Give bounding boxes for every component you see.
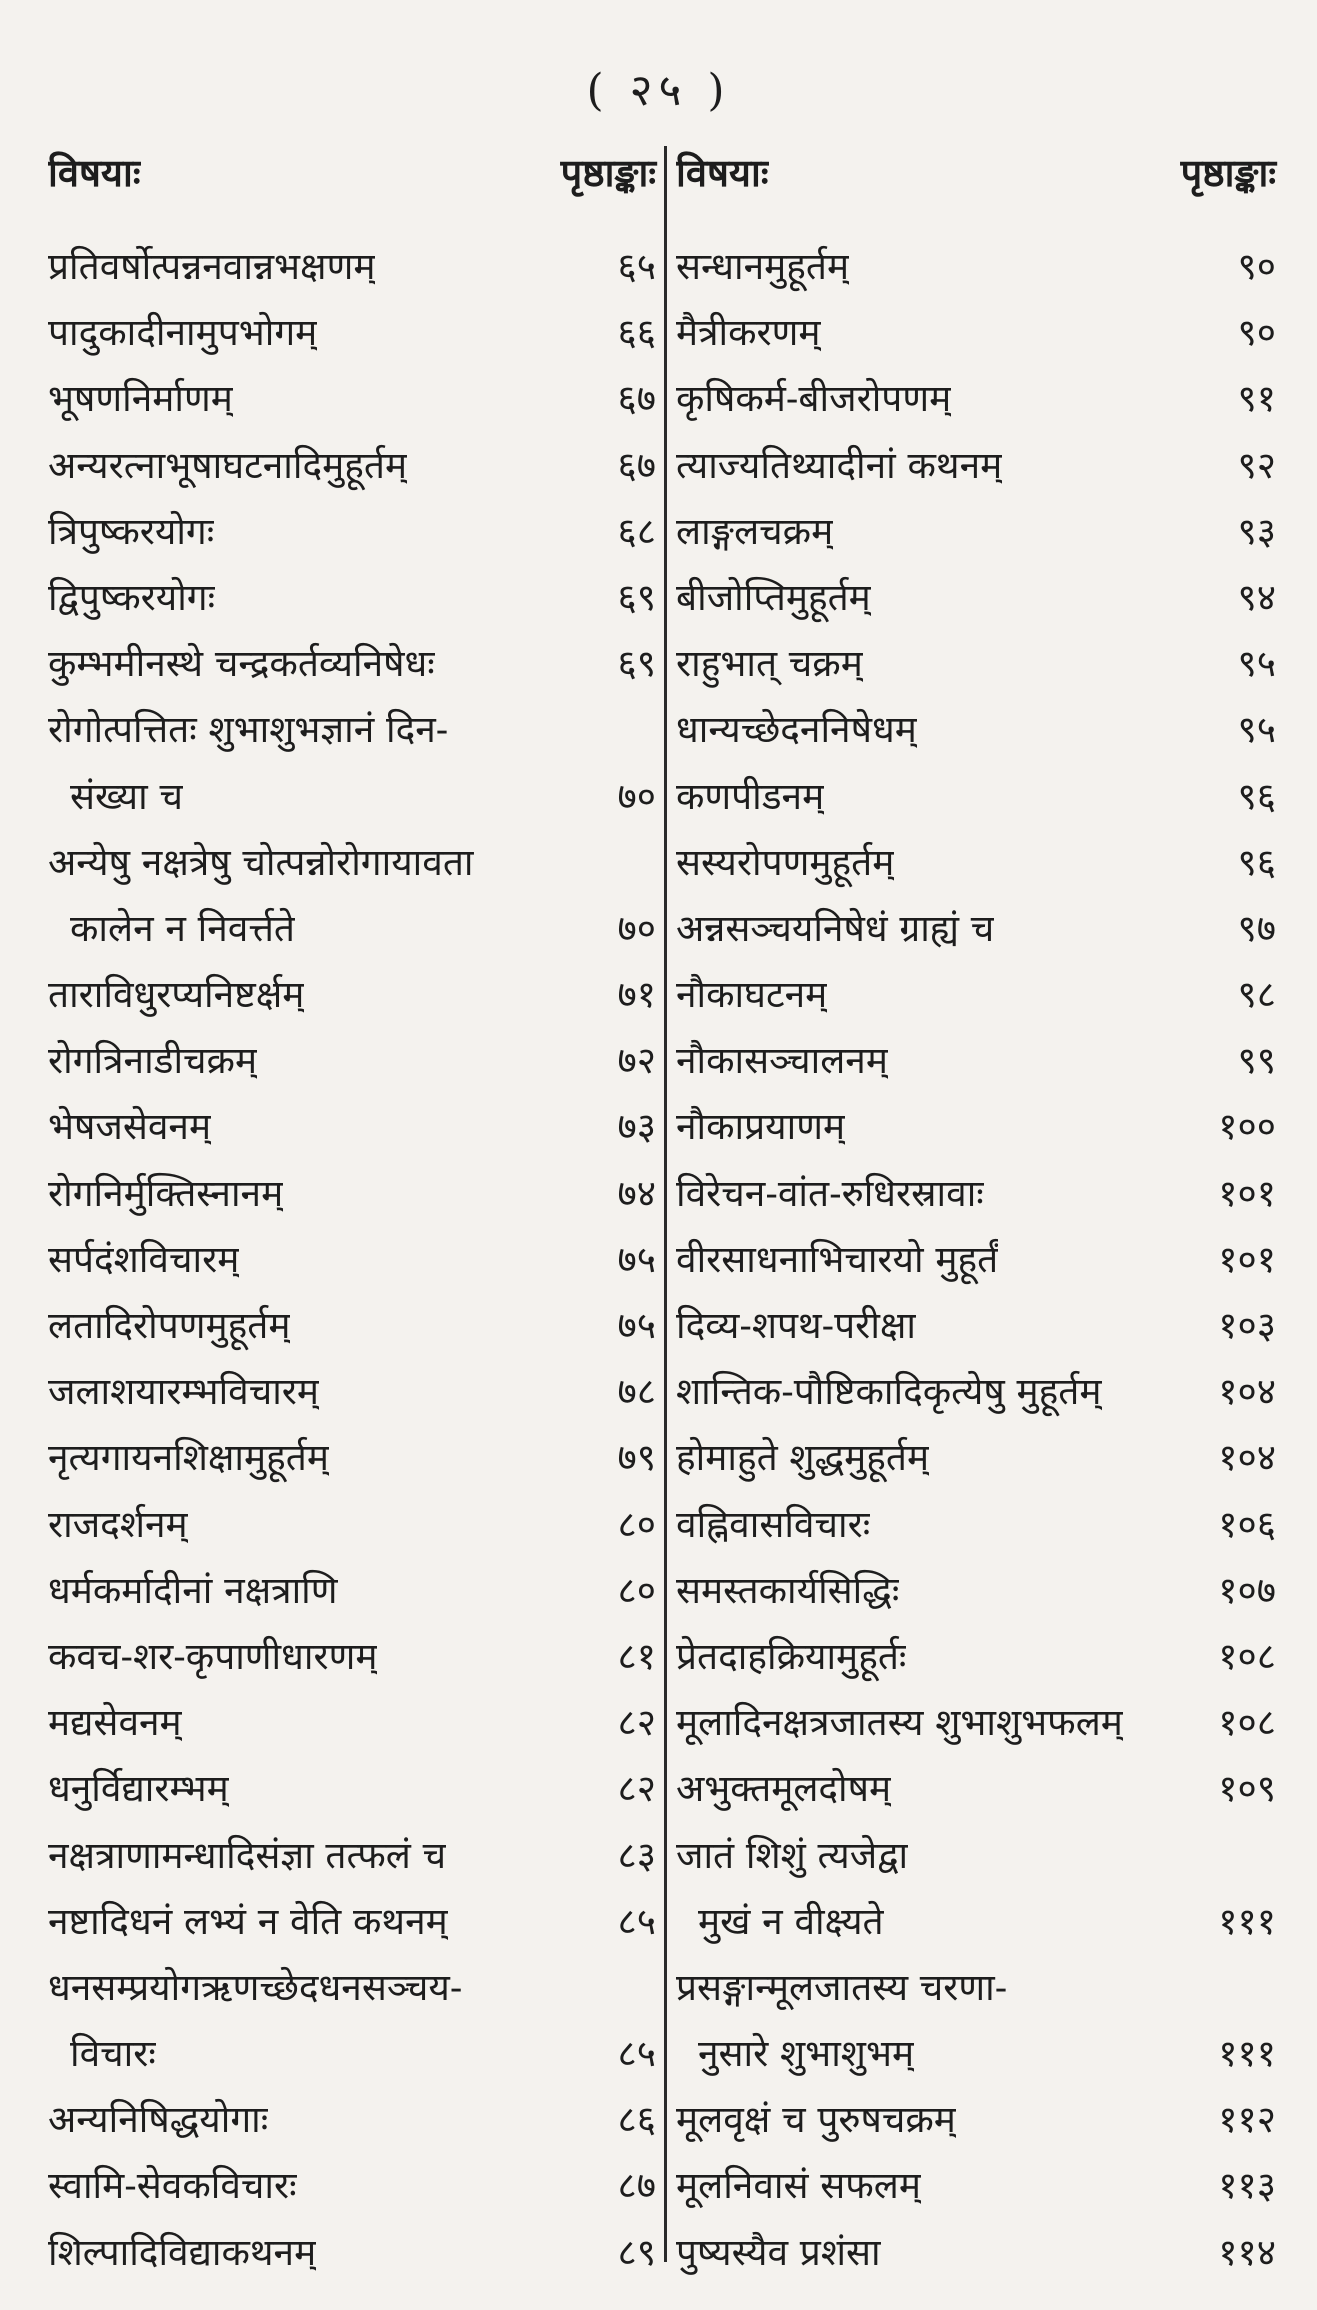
toc-entry-page: ६८ xyxy=(617,509,656,553)
toc-entry-page: १०८ xyxy=(1218,1634,1276,1678)
toc-entry xyxy=(676,1558,1276,1624)
toc-entry-page: १०९ xyxy=(1218,1767,1276,1811)
toc-entry xyxy=(676,1094,1276,1160)
toc-entry xyxy=(676,565,1276,631)
right-column-header xyxy=(676,140,1276,234)
toc-entry-subject: राजदर्शनम् xyxy=(48,1502,188,1546)
toc-entry-page: ८३ xyxy=(617,1833,656,1877)
toc-entry-subject: लतादिरोपणमुहूर्तम् xyxy=(48,1304,291,1347)
toc-entry-subject: अभुक्तमूलदोषम् xyxy=(676,1767,892,1811)
toc-entry xyxy=(48,1028,656,1094)
header-page-label: पृष्ठाङ्काः xyxy=(560,150,656,195)
toc-entry xyxy=(48,1293,656,1359)
toc-entry xyxy=(676,1690,1276,1756)
toc-entry-subject: धर्मकर्मादीनां नक्षत्राणि xyxy=(48,1568,338,1612)
toc-entry-page: १०१ xyxy=(1218,1237,1276,1281)
toc-entry xyxy=(676,764,1276,830)
toc-entry xyxy=(48,565,656,631)
left-entries xyxy=(48,234,656,2286)
header-page-label: पृष्ठाङ्काः xyxy=(1180,150,1276,195)
toc-entry-subject: नष्टादिधनं लभ्यं न वेति कथनम् xyxy=(48,1899,448,1943)
toc-entry-page: १०४ xyxy=(1218,1370,1276,1414)
toc-entry-page: १११ xyxy=(1218,2032,1276,2076)
toc-entry xyxy=(676,1889,1276,1955)
toc-entry xyxy=(676,1756,1276,1822)
toc-entry-page: ९३ xyxy=(1237,509,1276,553)
toc-entry-page: ६९ xyxy=(617,575,656,619)
toc-entry xyxy=(48,499,656,565)
toc-entry xyxy=(48,1161,656,1227)
toc-entry-subject: कणपीडनम् xyxy=(676,774,825,818)
toc-entry-subject: जलाशयारम्भविचारम् xyxy=(48,1370,320,1414)
toc-entry xyxy=(676,1425,1276,1491)
toc-entry-subject: शिल्पादिविद्याकथनम् xyxy=(48,2230,317,2274)
toc-entry-subject: स्वामि-सेवकविचारः xyxy=(48,2164,297,2208)
toc-entry-page: ७९ xyxy=(617,1436,656,1480)
toc-entry-subject: संख्या च xyxy=(70,774,183,818)
toc-entry xyxy=(676,631,1276,697)
toc-entry-page: १०७ xyxy=(1218,1568,1276,1612)
toc-entry-page: ८२ xyxy=(617,1701,656,1745)
toc-entry-subject: भूषणनिर्माणम् xyxy=(48,377,233,421)
toc-entry-page: ८९ xyxy=(617,2230,656,2274)
toc-entry-page: ६७ xyxy=(617,377,656,421)
toc-entry-subject: नौकाप्रयाणम् xyxy=(676,1105,846,1149)
toc-entry-page: ७१ xyxy=(617,973,656,1017)
toc-entry-subject: मुखं न वीक्ष्यते xyxy=(698,1899,884,1943)
toc-entry-subject: अन्यनिषिद्धयोगाः xyxy=(48,2098,269,2142)
toc-entry xyxy=(676,896,1276,962)
toc-entry-subject: मूलादिनक्षत्रजातस्य शुभाशुभफलम् xyxy=(676,1701,1123,1745)
header-subject-label: विषयाः xyxy=(676,150,769,195)
toc-entry-subject: रोगनिर्मुक्तिस्नानम् xyxy=(48,1171,284,1215)
toc-entry xyxy=(676,499,1276,565)
toc-entry-page: ११३ xyxy=(1218,2164,1276,2208)
toc-entry-subject: मद्यसेवनम् xyxy=(48,1701,182,1745)
toc-entry xyxy=(48,366,656,432)
header-subject-label: विषयाः xyxy=(48,150,141,195)
toc-entry-page: ७४ xyxy=(617,1171,656,1215)
toc-entry-page: ७५ xyxy=(617,1237,656,1281)
toc-entry-subject: विरेचन-वांत-रुधिरस्रावाः xyxy=(676,1171,984,1215)
toc-entry-page: ९८ xyxy=(1237,973,1276,1017)
toc-entry-subject: नृत्यगायनशिक्षामुहूर्तम् xyxy=(48,1436,329,1480)
toc-entry-page: १०१ xyxy=(1218,1171,1276,1215)
toc-entry-page: ९१ xyxy=(1237,377,1276,421)
toc-entry-subject: कुम्भमीनस्थे चन्द्रकर्तव्यनिषेधः xyxy=(48,642,435,686)
toc-entry-page: ७८ xyxy=(617,1370,656,1414)
toc-entry-page: ९५ xyxy=(1237,708,1276,752)
toc-entry xyxy=(48,962,656,1028)
toc-entry-subject: नौकाघटनम् xyxy=(676,973,828,1017)
toc-entry xyxy=(676,2153,1276,2219)
toc-entry xyxy=(48,830,656,896)
toc-entry xyxy=(48,896,656,962)
toc-entry-page: ६९ xyxy=(617,642,656,686)
toc-entry-subject: समस्तकार्यसिद्धिः xyxy=(676,1568,900,1612)
toc-entry-subject: राहुभात् चक्रम् xyxy=(676,642,863,686)
toc-entry-page: ११४ xyxy=(1218,2230,1276,2274)
toc-entry-page: ९६ xyxy=(1237,840,1276,884)
toc-entry-subject: होमाहुते शुद्धमुहूर्तम् xyxy=(676,1436,930,1480)
toc-entry-subject: कवच-शर-कृपाणीधारणम् xyxy=(48,1634,378,1678)
toc-entry-subject: वीरसाधनाभिचारयो मुहूर्तं xyxy=(676,1237,999,1281)
toc-entry xyxy=(676,1624,1276,1690)
toc-entry xyxy=(676,1293,1276,1359)
toc-entry xyxy=(676,830,1276,896)
toc-entry-page: ७२ xyxy=(617,1039,656,1083)
toc-entry xyxy=(676,433,1276,499)
toc-entry-page: १०४ xyxy=(1218,1436,1276,1480)
toc-entry-subject: प्रेतदाहक्रियामुहूर्तः xyxy=(676,1634,907,1678)
toc-entry-subject: प्रसङ्गान्मूलजातस्य चरणा- xyxy=(676,1965,1008,2009)
toc-entry-page: १०६ xyxy=(1218,1502,1276,1546)
toc-entry-page: ९५ xyxy=(1237,642,1276,686)
toc-entry-subject: द्विपुष्करयोगः xyxy=(48,575,216,619)
toc-entry-page: १०८ xyxy=(1218,1701,1276,1745)
toc-entry-subject: अन्येषु नक्षत्रेषु चोत्पन्नोरोगायावता xyxy=(48,840,474,884)
toc-entry-subject: भेषजसेवनम् xyxy=(48,1105,212,1149)
toc-entry-subject: पादुकादीनामुपभोगम् xyxy=(48,311,318,355)
toc-entry-subject: सन्धानमुहूर्तम् xyxy=(676,245,850,288)
toc-entry xyxy=(676,697,1276,763)
toc-entry-page: ९२ xyxy=(1237,443,1276,487)
toc-entry-subject: नौकासञ्चालनम् xyxy=(676,1039,888,1083)
toc-entry-page: ९७ xyxy=(1237,906,1276,950)
toc-entry xyxy=(48,1889,656,1955)
right-column xyxy=(676,140,1276,2286)
toc-entry xyxy=(48,2087,656,2153)
toc-entry xyxy=(48,764,656,830)
toc-entry-page: ९० xyxy=(1237,245,1276,288)
toc-entry-subject: नुसारे शुभाशुभम् xyxy=(698,2032,915,2076)
toc-entry-subject: बीजोप्तिमुहूर्तम् xyxy=(676,575,871,619)
toc-entry-subject: मूलवृक्षं च पुरुषचक्रम् xyxy=(676,2098,956,2142)
toc-entry-page: ८७ xyxy=(617,2164,656,2208)
toc-entry xyxy=(48,1094,656,1160)
toc-entry xyxy=(48,1955,656,2021)
toc-entry-subject: पुष्यस्यैव प्रशंसा xyxy=(676,2230,881,2274)
toc-entry xyxy=(676,1955,1276,2021)
toc-entry-subject: सस्यरोपणमुहूर्तम् xyxy=(676,840,895,884)
toc-entry xyxy=(48,2153,656,2219)
toc-entry xyxy=(48,1227,656,1293)
toc-entry-page: ७३ xyxy=(617,1105,656,1149)
column-divider xyxy=(664,146,667,2262)
toc-entry-subject: जातं शिशुं त्यजेद्वा xyxy=(676,1833,909,1877)
toc-entry xyxy=(48,1624,656,1690)
toc-entry xyxy=(48,2220,656,2286)
toc-entry xyxy=(48,1425,656,1491)
toc-entry-subject: रोगोत्पत्तितः शुभाशुभज्ञानं दिन- xyxy=(48,708,449,752)
toc-entry-page: ११२ xyxy=(1218,2098,1276,2142)
toc-entry xyxy=(676,366,1276,432)
toc-entry xyxy=(48,1756,656,1822)
toc-entry-subject: ताराविधुरप्यनिष्टर्क्षम् xyxy=(48,973,305,1017)
toc-entry-page: ८० xyxy=(617,1568,656,1612)
toc-entry xyxy=(676,234,1276,300)
toc-entry-subject: दिव्य-शपथ-परीक्षा xyxy=(676,1304,917,1347)
toc-entry-subject: धनसम्प्रयोगऋणच्छेदधनसञ्चय- xyxy=(48,1965,463,2009)
toc-entry xyxy=(676,1359,1276,1425)
toc-entry-page: १०३ xyxy=(1218,1304,1276,1347)
toc-entry-subject: धान्यच्छेदननिषेधम् xyxy=(676,708,917,752)
toc-entry xyxy=(48,1492,656,1558)
toc-entry-subject: त्रिपुष्करयोगः xyxy=(48,509,215,553)
right-entries xyxy=(676,234,1276,2286)
toc-entry xyxy=(676,1823,1276,1889)
toc-entry-page: ८६ xyxy=(617,2098,656,2142)
toc-entry xyxy=(48,697,656,763)
toc-entry-subject: शान्तिक-पौष्टिकादिकृत्येषु मुहूर्तम् xyxy=(676,1370,1102,1414)
toc-entry xyxy=(48,300,656,366)
toc-entry xyxy=(676,1028,1276,1094)
toc-entry-page: ८५ xyxy=(617,2032,656,2076)
toc-entry xyxy=(48,1823,656,1889)
toc-entry-subject: विचारः xyxy=(70,2032,156,2076)
toc-entry-page: ७० xyxy=(617,774,656,818)
toc-entry xyxy=(676,300,1276,366)
toc-entry-page: १०० xyxy=(1218,1105,1276,1149)
page-number: ( २५ ) xyxy=(586,65,731,116)
toc-entry-page: ९६ xyxy=(1237,774,1276,818)
toc-entry xyxy=(48,234,656,300)
toc-entry-subject: कृषिकर्म-बीजरोपणम् xyxy=(676,377,952,421)
toc-entry-subject: लाङ्गलचक्रम् xyxy=(676,509,834,553)
toc-entry-page: ८० xyxy=(617,1502,656,1546)
left-column-header xyxy=(48,140,656,234)
toc-entry xyxy=(48,1558,656,1624)
toc-entry-page: ६५ xyxy=(617,245,656,288)
toc-entry xyxy=(676,2087,1276,2153)
toc-entry-subject: मैत्रीकरणम् xyxy=(676,311,821,355)
toc-entry-subject: धनुर्विद्यारम्भम् xyxy=(48,1767,229,1811)
toc-entry xyxy=(48,2021,656,2087)
toc-entry-subject: अन्यरत्नाभूषाघटनादिमुहूर्तम् xyxy=(48,443,408,487)
toc-entry-page: ८१ xyxy=(617,1634,656,1678)
toc-entry-page: ९९ xyxy=(1237,1039,1276,1083)
toc-entry xyxy=(48,1690,656,1756)
toc-entry xyxy=(48,631,656,697)
toc-entry-page: ७५ xyxy=(617,1304,656,1347)
toc-entry xyxy=(676,1227,1276,1293)
left-column xyxy=(48,140,656,2286)
toc-entry xyxy=(676,1492,1276,1558)
toc-entry-page: ८५ xyxy=(617,1899,656,1943)
toc-entry-page: १११ xyxy=(1218,1899,1276,1943)
toc-entry xyxy=(676,2021,1276,2087)
toc-entry-page: ९४ xyxy=(1237,575,1276,619)
toc-entry-subject: अन्नसञ्चयनिषेधं ग्राह्यं च xyxy=(676,906,995,950)
toc-entry-subject: त्याज्यतिथ्यादीनां कथनम् xyxy=(676,443,1003,487)
toc-entry xyxy=(48,1359,656,1425)
toc-entry-subject: कालेन न निवर्त्तते xyxy=(70,906,296,950)
toc-entry-subject: नक्षत्राणामन्धादिसंज्ञा तत्फलं च xyxy=(48,1833,447,1877)
toc-entry-subject: प्रतिवर्षोत्पन्ननवान्नभक्षणम् xyxy=(48,245,376,288)
toc-entry xyxy=(676,962,1276,1028)
toc-entry-page: ६६ xyxy=(617,311,656,355)
toc-entry xyxy=(676,1161,1276,1227)
toc-entry-subject: मूलनिवासं सफलम् xyxy=(676,2164,922,2208)
toc-entry-page: ८२ xyxy=(617,1767,656,1811)
toc-entry-subject: सर्पदंशविचारम् xyxy=(48,1237,240,1281)
toc-entry xyxy=(48,433,656,499)
toc-entry-subject: वह्निवासविचारः xyxy=(676,1502,871,1546)
toc-entry-page: ७० xyxy=(617,906,656,950)
toc-entry-page: ६७ xyxy=(617,443,656,487)
toc-entry xyxy=(676,2220,1276,2286)
toc-entry-subject: रोगत्रिनाडीचक्रम् xyxy=(48,1039,258,1083)
toc-entry-page: ९० xyxy=(1237,311,1276,355)
